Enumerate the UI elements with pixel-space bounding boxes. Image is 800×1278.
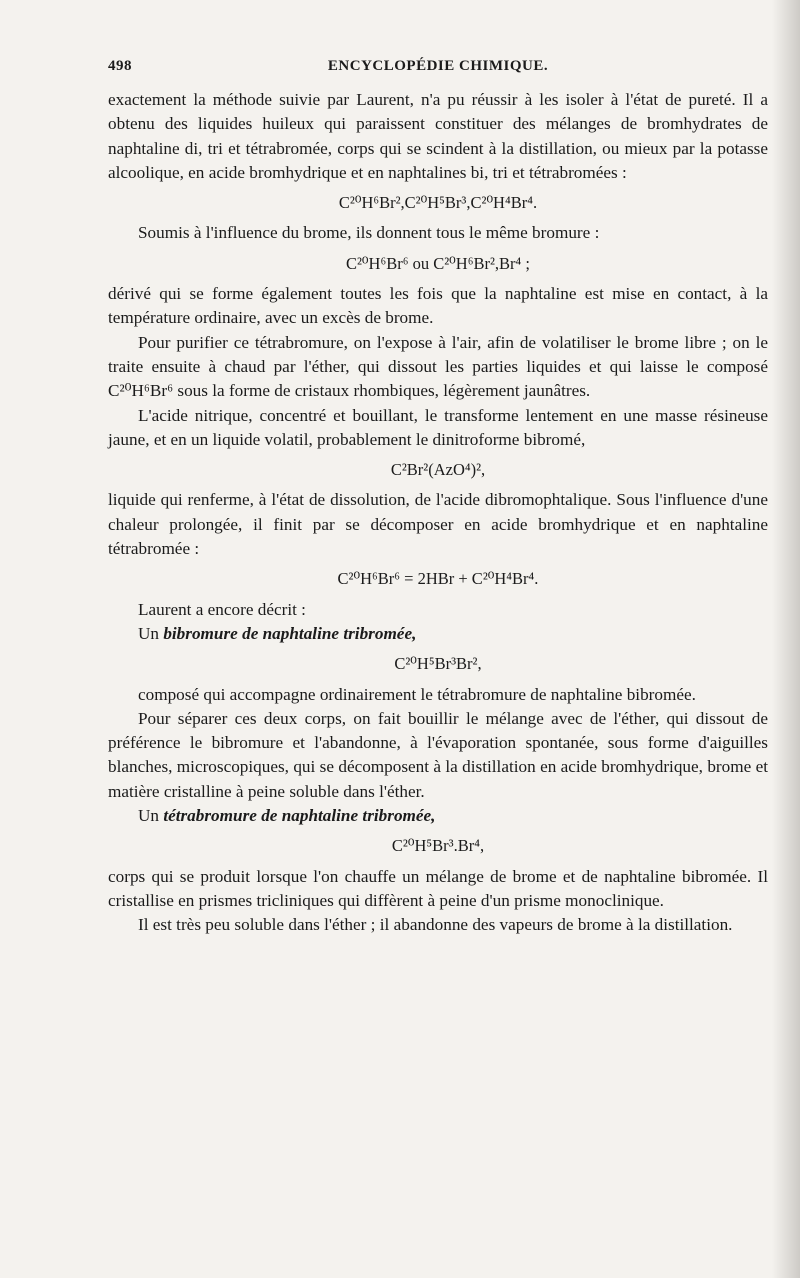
paragraph-13: Il est très peu soluble dans l'éther ; il abandonne des vapeurs de brome à la distillation. [138,915,733,935]
paragraph-6: liquide qui renferme, à l'état de dissolution, de l'acide dibromophtalique. Sous l'influence d'une chaleur prolongée, il finit par se décomposer en acide bromhydrique et en naphtaline tétrabromée : [108,490,768,559]
paragraph-8-prefix: Un [138,623,164,643]
paragraph-11 [108,804,768,828]
formula-4: C²⁰H⁶Br⁶ = 2HBr + C²⁰H⁴Br⁴. [337,569,539,589]
compound-name-2: tétrabromure de naphtaline tribromée, [163,806,436,826]
paragraph-10: Pour séparer ces deux corps, on fait bouillir le mélange avec de l'éther, qui dissout de préférence le bibromure et l'abandonne, à l'évaporation spontanée, sous forme d'aiguilles blanches, microscopiques, qui se décomposent à la distillation en acide bromhydrique, brome et matière cristalline à peine soluble dans l'éther. [108,708,768,801]
paragraph-2: Soumis à l'influence du brome, ils donnent tous le même bromure : [138,223,600,243]
paragraph-9: composé qui accompagne ordinairement le tétrabromure de naphtaline bibromée. [138,684,696,704]
paragraph-7: Laurent a encore décrit : [138,599,306,619]
paragraph-3: dérivé qui se forme également toutes les fois que la naphtaline est mise en contact, à la température ordinaire, avec un excès de brome. [108,284,768,328]
page-number: 498 [108,58,132,74]
paragraph-1: exactement la méthode suivie par Laurent, n'a pu réussir à les isoler à l'état de pureté. Il a obtenu des liquides huileux qui paraissent constituer des mélanges de bromhydrates de naphtaline di, tri et tétrabromée, corps qui se scindent à la distillation, ou mieux par la potasse alcoolique, en acide bromhydrique et en naphtalines bi, tri et tétrabromées : [108,90,768,182]
formula-6: C²⁰H⁵Br³.Br⁴, [391,836,485,856]
paragraph-12: corps qui se produit lorsque l'on chauffe un mélange de brome et de naphtaline bibromée. Il cristallise en prismes tricliniques qui diffèrent à peine d'un prisme monoclinique. [108,866,768,910]
page-body [108,88,768,938]
formula-1: C²⁰H⁶Br²,C²⁰H⁵Br³,C²⁰H⁴Br⁴. [338,193,538,213]
formula-3: C²Br²(AzO⁴)², [390,460,486,480]
formula-2: C²⁰H⁶Br⁶ ou C²⁰H⁶Br²,Br⁴ ; [345,253,530,273]
page-header [108,58,768,82]
compound-name-1: bibromure de naphtaline tribromée, [163,623,417,643]
paragraph-4: Pour purifier ce tétrabromure, on l'expose à l'air, afin de volatiliser le brome libre ; on le traite ensuite à chaud par l'éther, qui dissout les parties liquides et qui laisse le composé C²⁰H⁶Br⁶ sous la forme de cristaux rhombiques, légèrement jaunâtres. [108,332,768,401]
formula-5: C²⁰H⁵Br³Br², [394,654,482,674]
paragraph-8 [108,622,768,646]
page-edge-shadow [772,0,800,1278]
running-title: ENCYCLOPÉDIE CHIMIQUE. [327,58,549,74]
paragraph-5: L'acide nitrique, concentré et bouillant, le transforme lentement en une masse résineuse jaune, et en un liquide volatil, probablement le dinitroforme bibromé, [108,405,768,449]
paragraph-11-prefix: Un [138,806,164,826]
